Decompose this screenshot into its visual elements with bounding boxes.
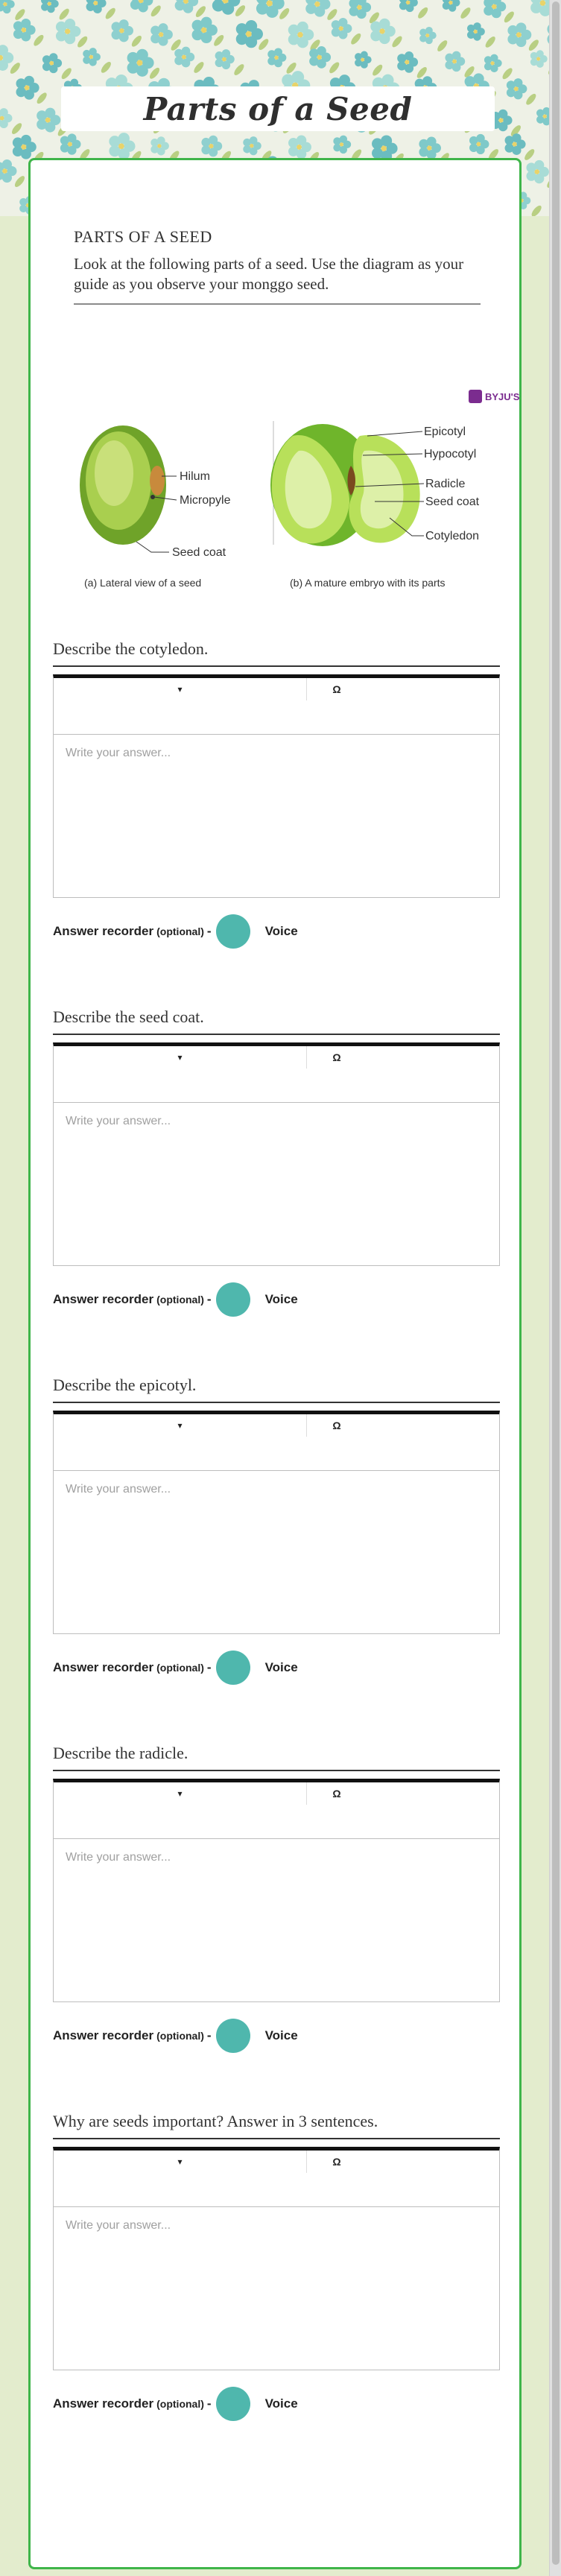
label-cotyledon: Cotyledon xyxy=(425,530,480,542)
omega-icon: Ω xyxy=(332,1788,341,1800)
voice-record-button[interactable] xyxy=(216,2387,250,2421)
recorder-label: Answer recorder xyxy=(53,1292,154,1306)
flower-shape xyxy=(212,0,247,18)
page-title: Parts of a Seed xyxy=(143,90,413,127)
flower-shape xyxy=(419,27,449,53)
special-character-button[interactable] xyxy=(307,1782,367,1805)
answer-textarea[interactable] xyxy=(54,735,499,897)
special-character-button[interactable] xyxy=(307,1046,367,1069)
recorder-label: Answer recorder xyxy=(53,1660,154,1674)
flower-shape xyxy=(174,47,206,75)
answer-editor xyxy=(53,1779,500,2002)
voice-label: Voice xyxy=(264,2396,298,2411)
seed-diagram xyxy=(69,376,520,600)
flower-shape xyxy=(530,0,549,20)
answer-editor xyxy=(53,674,500,898)
editor-toolbar xyxy=(54,678,499,735)
flower-shape xyxy=(507,22,540,52)
question-title: Why are seeds important? Answer in 3 sentences. xyxy=(53,2110,500,2139)
flower-shape xyxy=(256,0,291,21)
flower-shape xyxy=(0,159,26,189)
question-title: Describe the cotyledon. xyxy=(53,637,500,667)
answer-placeholder: Write your answer... xyxy=(66,1851,171,1864)
worksheet-card xyxy=(28,158,522,2569)
flower-shape xyxy=(349,0,381,25)
chevron-down-icon: ▾ xyxy=(177,2156,183,2167)
flower-shape xyxy=(56,19,89,49)
recorder-dash: - xyxy=(206,2396,212,2411)
flower-shape xyxy=(41,0,71,22)
flower-shape xyxy=(467,22,497,49)
title-banner xyxy=(61,86,495,131)
voice-record-button[interactable] xyxy=(216,1651,250,1685)
question-4 xyxy=(53,1741,500,2053)
divider xyxy=(74,303,481,305)
label-radicle: Radicle xyxy=(425,478,466,490)
question-5 xyxy=(53,2110,500,2421)
answer-editor xyxy=(53,1042,500,1266)
flower-shape xyxy=(397,51,428,80)
flower-shape xyxy=(215,49,246,77)
flower-shape xyxy=(42,53,73,80)
recorder-dash: - xyxy=(206,924,212,938)
flower-shape xyxy=(192,17,226,48)
answer-placeholder: Write your answer... xyxy=(66,1483,171,1496)
flower-shape xyxy=(484,0,516,24)
voice-label: Voice xyxy=(264,1660,298,1674)
flower-shape xyxy=(332,18,363,46)
recorder-optional: (optional) xyxy=(156,1294,204,1306)
chevron-down-icon: ▾ xyxy=(177,1420,183,1431)
label-seed-coat-right: Seed coat xyxy=(425,496,480,508)
embryo-drawing xyxy=(270,424,424,546)
recorder-label: Answer recorder xyxy=(53,2396,154,2411)
omega-icon: Ω xyxy=(332,683,341,695)
voice-label: Voice xyxy=(264,2028,298,2042)
flower-shape xyxy=(530,50,549,76)
caption-mature-embryo: (b) A mature embryo with its parts xyxy=(290,577,446,589)
recorder-dash: - xyxy=(206,1292,212,1306)
question-title: Describe the epicotyl. xyxy=(53,1373,500,1403)
voice-label: Voice xyxy=(264,1292,298,1306)
answer-placeholder: Write your answer... xyxy=(66,1115,171,1127)
flower-shape xyxy=(86,0,118,21)
recorder-optional: (optional) xyxy=(156,925,204,937)
caption-lateral-view: (a) Lateral view of a seed xyxy=(84,577,202,589)
recorder-optional: (optional) xyxy=(156,2398,204,2410)
recorder-dash: - xyxy=(206,1660,212,1674)
format-dropdown[interactable] xyxy=(54,1782,307,1805)
flower-shape xyxy=(236,20,270,51)
label-seed-coat-left: Seed coat xyxy=(172,546,226,559)
flower-shape xyxy=(484,54,514,81)
flower-shape xyxy=(507,78,538,107)
flower-shape xyxy=(0,108,23,136)
flower-shape xyxy=(491,110,522,138)
editor-toolbar xyxy=(54,1414,499,1471)
answer-placeholder: Write your answer... xyxy=(66,2219,171,2232)
omega-icon: Ω xyxy=(332,2156,341,2168)
scrollbar-thumb[interactable] xyxy=(552,1,560,2565)
answer-recorder xyxy=(53,2019,500,2053)
answer-textarea[interactable] xyxy=(54,1839,499,2001)
flower-shape xyxy=(443,0,472,20)
voice-label: Voice xyxy=(264,924,298,938)
editor-toolbar xyxy=(54,1046,499,1103)
flower-shape xyxy=(370,19,404,49)
label-hilum: Hilum xyxy=(180,470,210,483)
recorder-label: Answer recorder xyxy=(53,924,154,938)
label-hypocotyl: Hypocotyl xyxy=(424,448,477,461)
flower-shape xyxy=(0,45,22,75)
answer-recorder xyxy=(53,2387,500,2421)
intro-section xyxy=(74,227,481,305)
answer-editor xyxy=(53,1411,500,1634)
flower-shape xyxy=(445,51,475,79)
page-scrollbar[interactable] xyxy=(549,0,561,2576)
label-epicotyl: Epicotyl xyxy=(424,425,466,438)
answer-recorder xyxy=(53,914,500,949)
answer-textarea[interactable] xyxy=(54,1103,499,1265)
recorder-optional: (optional) xyxy=(156,2030,204,2042)
question-1 xyxy=(53,637,500,949)
format-dropdown[interactable] xyxy=(54,1414,307,1437)
flower-shape xyxy=(0,0,27,22)
recorder-optional: (optional) xyxy=(156,1662,204,1674)
answer-textarea[interactable] xyxy=(54,2207,499,2370)
intro-heading: PARTS OF A SEED xyxy=(74,227,212,246)
answer-placeholder: Write your answer... xyxy=(66,747,171,759)
special-character-button[interactable] xyxy=(307,1414,367,1437)
chevron-down-icon: ▾ xyxy=(177,1052,183,1063)
answer-textarea[interactable] xyxy=(54,1471,499,1633)
flower-shape xyxy=(288,22,322,52)
voice-record-button[interactable] xyxy=(216,2019,250,2053)
flower-shape xyxy=(536,107,549,134)
label-micropyle: Micropyle xyxy=(180,494,231,507)
format-dropdown[interactable] xyxy=(54,678,307,700)
editor-toolbar xyxy=(54,2151,499,2207)
flower-shape xyxy=(13,19,45,48)
recorder-dash: - xyxy=(206,2028,212,2042)
flower-shape xyxy=(112,19,144,48)
flower-shape xyxy=(150,23,183,52)
voice-record-button[interactable] xyxy=(216,1282,250,1317)
special-character-button[interactable] xyxy=(307,2151,367,2173)
question-2 xyxy=(53,1005,500,1317)
seed-illustration xyxy=(69,376,486,600)
flower-shape xyxy=(16,76,48,105)
flower-shape xyxy=(399,0,430,20)
answer-recorder xyxy=(53,1282,500,1317)
flower-shape xyxy=(267,48,298,75)
special-character-button[interactable] xyxy=(307,678,367,700)
flower-shape xyxy=(305,0,338,22)
format-dropdown[interactable] xyxy=(54,2151,307,2173)
flower-shape xyxy=(355,51,384,77)
recorder-label: Answer recorder xyxy=(53,2028,154,2042)
lateral-seed-drawing xyxy=(80,425,177,552)
omega-icon: Ω xyxy=(332,1420,341,1431)
question-3 xyxy=(53,1373,500,1685)
answer-editor xyxy=(53,2147,500,2370)
omega-icon: Ω xyxy=(332,1051,341,1063)
intro-text: Look at the following parts of a seed. Use the diagram as your guide as you observe your monggo seed. xyxy=(74,255,464,293)
flower-shape xyxy=(175,0,208,19)
flower-shape xyxy=(130,0,162,18)
format-dropdown[interactable] xyxy=(54,1046,307,1069)
flower-shape xyxy=(526,160,549,189)
flower-shape xyxy=(127,49,162,80)
answer-recorder xyxy=(53,1651,500,1685)
question-title: Describe the radicle. xyxy=(53,1741,500,1771)
flower-shape xyxy=(83,48,112,75)
chevron-down-icon: ▾ xyxy=(177,684,183,694)
byjus-logo-text: BYJU'S xyxy=(485,390,520,402)
voice-record-button[interactable] xyxy=(216,914,250,949)
editor-toolbar xyxy=(54,1782,499,1839)
flower-shape xyxy=(309,46,340,75)
question-title: Describe the seed coat. xyxy=(53,1005,500,1035)
chevron-down-icon: ▾ xyxy=(177,1788,183,1799)
